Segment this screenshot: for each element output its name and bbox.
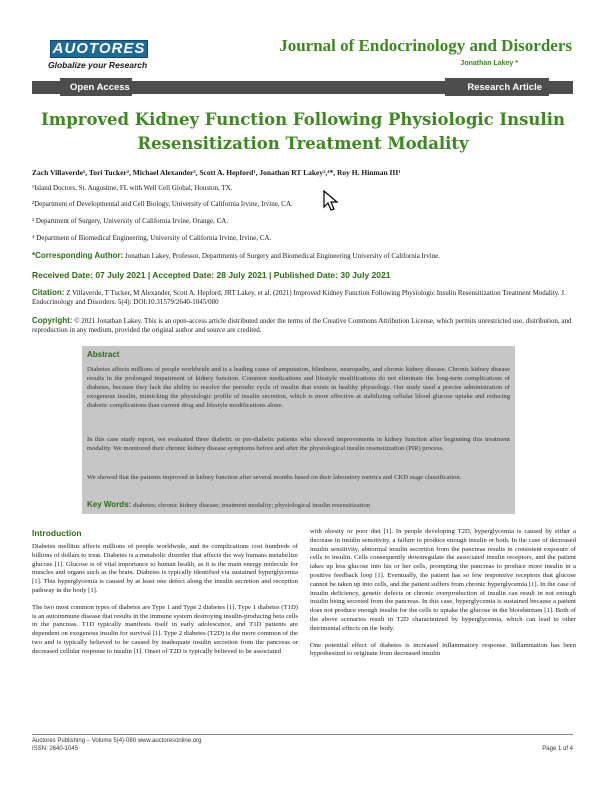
received-date: 07 July 2021	[95, 270, 146, 280]
introduction-heading: Introduction	[32, 528, 82, 538]
received-label: Received Date:	[32, 270, 93, 280]
footer-publisher: Auctores Publishing – Volume 5(4)-080 www.auctoresonline.org	[32, 738, 202, 744]
date-separator: |	[147, 270, 153, 280]
intro-paragraph-4: One potential effect of diabetes is increased inflammatory response. Inflammation has been hypothesized to originate from decreased insulin	[310, 641, 576, 658]
copyright-label: Copyright:	[32, 316, 73, 325]
affiliation-4: ⁴ Department of Biomedical Engineering, University of California Irvine, Irvine, CA.	[32, 234, 272, 242]
affiliation-1: ¹Island Doctors, St. Augustine, FL with Well Cell Global, Houston, TX.	[32, 184, 233, 192]
citation-label: Citation:	[32, 288, 65, 297]
abstract-heading: Abstract	[87, 350, 120, 359]
keywords	[87, 500, 510, 509]
copyright-text: © 2021 Jonathan Lakey. This is an open-access article distributed under the terms of the Creative Commons Attribution License, which permits unrestricted use, distribution, and reproduction in any medium, provided the original author and source are credited.	[32, 317, 572, 334]
keywords-text: diabetes; chronic kidney disease; treatment modality; physiological insulin resensitization	[132, 502, 370, 509]
page-number: Page 1 of 4	[542, 746, 573, 752]
abstract-paragraph-1: Diabetes affects millions of people worldwide and is a leading cause of amputation, blindness, neuropathy, and chronic kidney disease. Chronic kidney disease results in the prolonged impairment of kidney function. Common medications and lifestyle modifications do not eliminate the long-term complications of diabetes, because they lack the ability to resolve the periodic cycle of insulin that exists in healthy physiology. Our study used a precise administration of exogenous insulin, mimicking the physiologic profile of insulin secretion, which is more effective at stabilizing cellular blood glucose uptake and reducing diabetic complications than current drug and lifestyle modifications alone.	[87, 366, 510, 409]
article-title: Improved Kidney Function Following Physiologic Insulin Resensitization Treatment Modality	[41, 110, 565, 153]
abstract-paragraph-2: In this case study report, we evaluated three diabetic or pre-diabetic patients who showed improvements in kidney function after beginning this treatment modality. We monitored their chronic kidney disease symptoms before and after the physiological insulin resensitization (PIR) process.	[87, 436, 510, 452]
journal-title: Journal of Endocrinology and Disorders	[279, 36, 572, 55]
right-column	[310, 528, 576, 667]
publisher-logo: AUOTORES	[50, 40, 148, 58]
published-label: Published Date:	[273, 270, 338, 280]
article-type-label: Research Article	[467, 82, 542, 93]
copyright	[32, 316, 572, 335]
affiliation-2: ²Department of Developmental and Cell Biology, University of California Irvine, Irvine, CA.	[32, 200, 293, 208]
abstract-paragraph-3: We showed that the patients improved in kidney function after several months based on their laboratory metrics and CKD stage classification.	[87, 474, 462, 481]
intro-paragraph-3: with obesity or poor diet [1]. In people developing T2D, hyperglycemia is caused by either a decrease in insulin sensitivity, a failure to produce enough insulin or both. In the case of decreased insulin sensitivity, abnormal insulin secretion from the pancreas results in consistent exposure of cells to insulin. Cells consequently downregulate the associated insulin receptors, and the patient takes up less glucose into his or her cells, prompting the pancreas to produce more insulin in a positive feedback loop [1]. Eventually, the patient has so few responsive receptors that glucose cannot be taken up into cells, and the patient suffers from chronic hyperglycemia [1]. In the case of insulin deficiency, genetic defects or chronic overproduction of insulin can result in not enough insulin being secreted from the pancreas. In this case, hyperglycemia is sustained because a patient does not produce enough insulin for the cells to uptake the glucose in the bloodstream [1]. Both of the above scenarios result in T2D characterized by hyperglycemia, which can lead to other detrimental effects on the body.	[310, 528, 576, 632]
citation-text: Z Villaverde, T Tucker, M Alexander, Scott A. Hepford, JRT Lakey, et al. (2021) Improved Kidney Function Following Physiologic Insulin Resensitization Treatment Modality. J. Endocrinology and Disorders. 5(4): DOI:10.31579/2640-1045/080	[32, 289, 566, 306]
journal-author: Jonathan Lakey *	[460, 60, 518, 67]
accepted-date: 28 July 2021	[216, 270, 267, 280]
affiliation-3: ³ Department of Surgery, University of California Irvine, Orange, CA.	[32, 217, 229, 225]
date-separator: |	[269, 270, 274, 280]
open-access-label: Open Access	[70, 82, 130, 93]
keywords-label: Key Words:	[87, 500, 132, 509]
citation	[32, 288, 572, 307]
corresponding-author	[32, 251, 572, 260]
mouse-pointer-icon	[323, 190, 339, 212]
footer-divider	[32, 734, 573, 735]
publisher-tagline: Globalize your Research	[48, 60, 148, 70]
accepted-label: Accepted Date:	[152, 270, 215, 280]
corresponding-label: *Corresponding Author:	[32, 251, 124, 260]
author-list: Zach Villaverde¹, Tori Tucker², Michael Alexander³, Scott A. Hepford¹, Jonathan RT Lakey²,⁴*, Roy H. Hinman III¹	[32, 168, 401, 177]
intro-paragraph-2: The two most common types of diabetes are Type 1 and Type 2 diabetes [1]. Type 1 diabetes (T1D) is an autoimmune disease that results in the immune system destroying insulin-producing beta cells in the pancreas. T1D typically manifests itself in early adolescence, and T1D patients are dependent on exogenous insulin for survival [1]. Type 2 diabetes (T2D) is the more common of the two and is typically believed to be caused by inadequate insulin secretion from the pancreas or decreased cellular response to insulin [1]. Onset of T2D is typically believed to be associated	[32, 603, 298, 655]
left-column	[32, 543, 298, 665]
published-date: 30 July 2021	[340, 270, 391, 280]
intro-paragraph-1: Diabetes mellitus affects millions of people worldwide, and its complications cost hundreds of billions of dollars to treat. Diabetes is a metabolic disorder that affects the way humans metabolize glucose [1]. Glucose is of vital importance to human health, as it is the main energy molecule for muscles and organs such as the brain. Diabetes is typically identified via sustained hyperglycemia [1]. This hyperglycemia is caused by at least one defect along the insulin secretion and reception pathway in the body [1].	[32, 543, 298, 594]
dates-line	[32, 270, 390, 280]
footer-issn: ISSN: 2640-1045	[32, 746, 79, 752]
corresponding-text: Jonathan Lakey, Professor, Departments of Surgery and Biomedical Engineering University of California Irvine.	[125, 252, 441, 260]
